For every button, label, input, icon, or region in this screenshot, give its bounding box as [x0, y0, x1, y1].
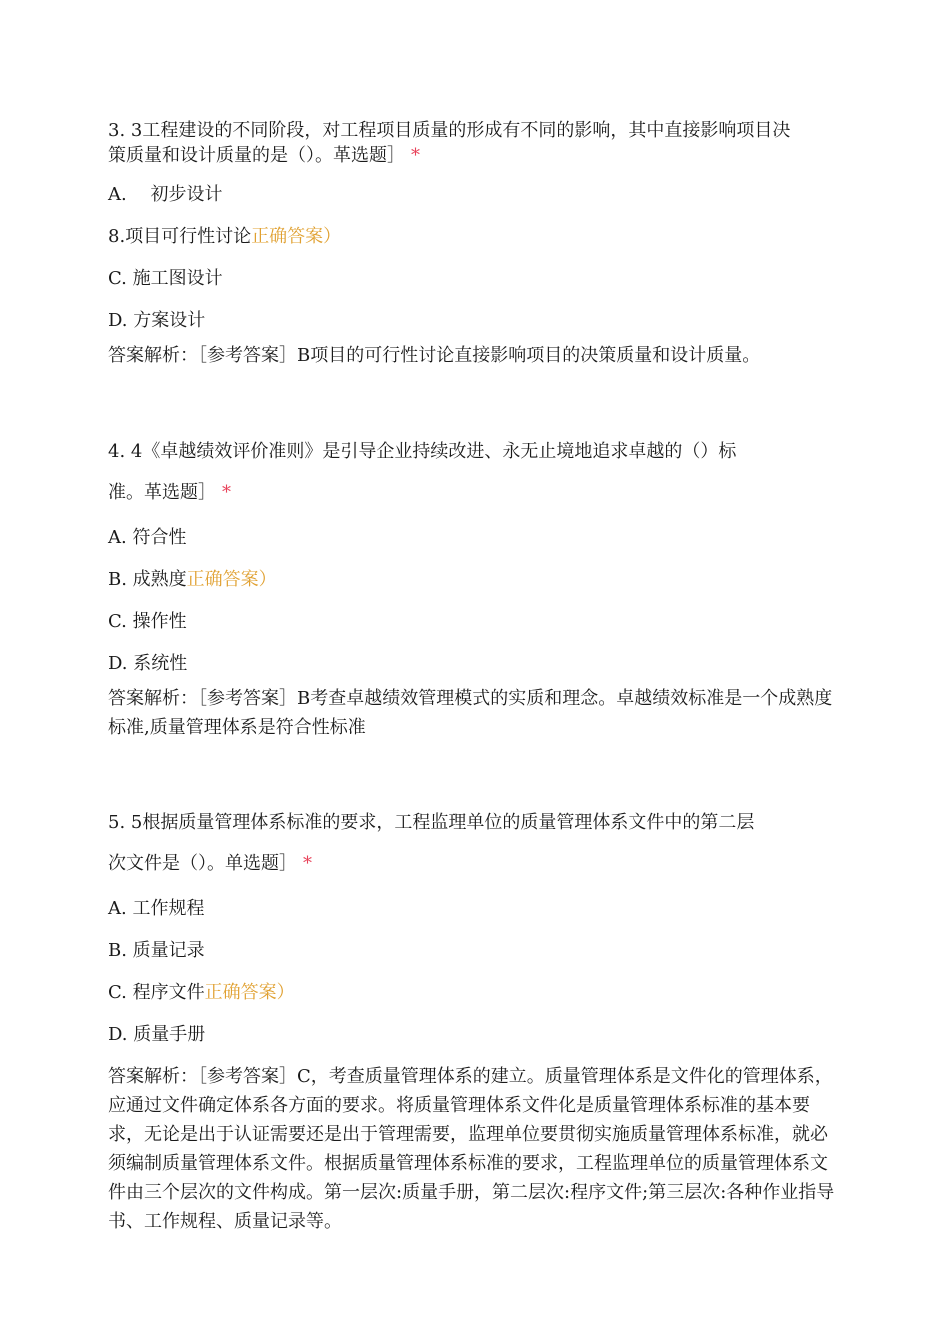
question-4-option-a[interactable]: [108, 526, 186, 549]
question-4-stem-line1: 4. 4《卓越绩效评价准则》是引导企业持续改进、永无止境地追求卓越的（）标: [108, 441, 737, 462]
question-5-stem-line1: 5. 5根据质量管理体系标准的要求，工程监理单位的质量管理体系文件中的第二层: [108, 812, 755, 833]
question-5-option-b[interactable]: [108, 939, 205, 962]
question-5-option-c[interactable]: [108, 981, 295, 1004]
question-4-analysis: 答案解析：［参考答案］B考查卓越绩效管理模式的实质和理念。卓越绩效标准是一个成熟度标准,质量管理体系是符合性标准: [108, 688, 833, 738]
option-text: B. 质量记录: [108, 940, 205, 961]
question-3-stem-line1: 3. 3工程建设的不同阶段，对工程项目质量的形成有不同的影响，其中直接影响项目决: [108, 120, 791, 141]
question-4-option-c[interactable]: [108, 610, 187, 633]
option-text: D. 质量手册: [108, 1024, 206, 1045]
option-text: A. 符合性: [108, 527, 187, 548]
correct-answer-tag: 正确答案）: [186, 569, 277, 590]
required-mark: *: [222, 482, 231, 503]
option-text: A. 初步设计: [108, 184, 223, 205]
question-3-analysis: 答案解析：［参考答案］B项目的可行性讨论直接影响项目的决策质量和设计质量。: [108, 345, 761, 366]
question-4-option-b[interactable]: [108, 568, 277, 591]
required-mark: *: [411, 145, 420, 166]
option-text: B. 成熟度: [108, 569, 187, 590]
question-3-stem: [108, 118, 848, 168]
question-3-stem-line2: 策质量和设计质量的是（）。革选题］: [108, 145, 405, 166]
option-text: C. 程序文件: [108, 982, 205, 1003]
question-4-stem-line2: [108, 481, 231, 504]
question-5-stem-line2: [108, 852, 312, 875]
question-5-option-a[interactable]: [108, 897, 204, 920]
question-4-stem-text: 准。革选题］: [108, 482, 216, 503]
question-3-option-a[interactable]: [108, 183, 222, 206]
option-text: D. 方案设计: [108, 310, 206, 331]
question-3-option-c[interactable]: [108, 267, 223, 290]
question-3-option-b[interactable]: [108, 225, 341, 248]
question-5-analysis: 答案解析：［参考答案］C，考查质量管理体系的建立。质量管理体系是文件化的管理体系，应通过文件确定体系各方面的要求。将质量管理体系文件化是质量管理体系标准的基本要求，无论是出于认证需要还是出于管理需要，监理单位要贯彻实施质量管理体系标准，就必须编制质量管理体系文件。根据质量管理体系标准的要求，工程监理单位的质量管理体系文件由三个层次的文件构成。第一层次:质量手册，第二层次:程序文件;第三层次:各种作业指导书、工作规程、质量记录等。: [108, 1066, 835, 1232]
option-text: C. 施工图设计: [108, 268, 223, 289]
option-text: A. 工作规程: [108, 898, 205, 919]
question-3-option-d[interactable]: [108, 309, 205, 332]
required-mark: *: [303, 853, 312, 874]
option-text: D. 系统性: [108, 653, 188, 674]
correct-answer-tag: 正确答案）: [204, 982, 295, 1003]
option-text: 8.项目可行性讨论: [108, 226, 252, 247]
correct-answer-tag: 正确答案）: [251, 226, 342, 247]
option-text: C. 操作性: [108, 611, 187, 632]
question-4-option-d[interactable]: [108, 652, 187, 675]
question-5-option-d[interactable]: [108, 1023, 205, 1046]
question-5-stem-text: 次文件是（）。单选题］: [108, 853, 297, 874]
